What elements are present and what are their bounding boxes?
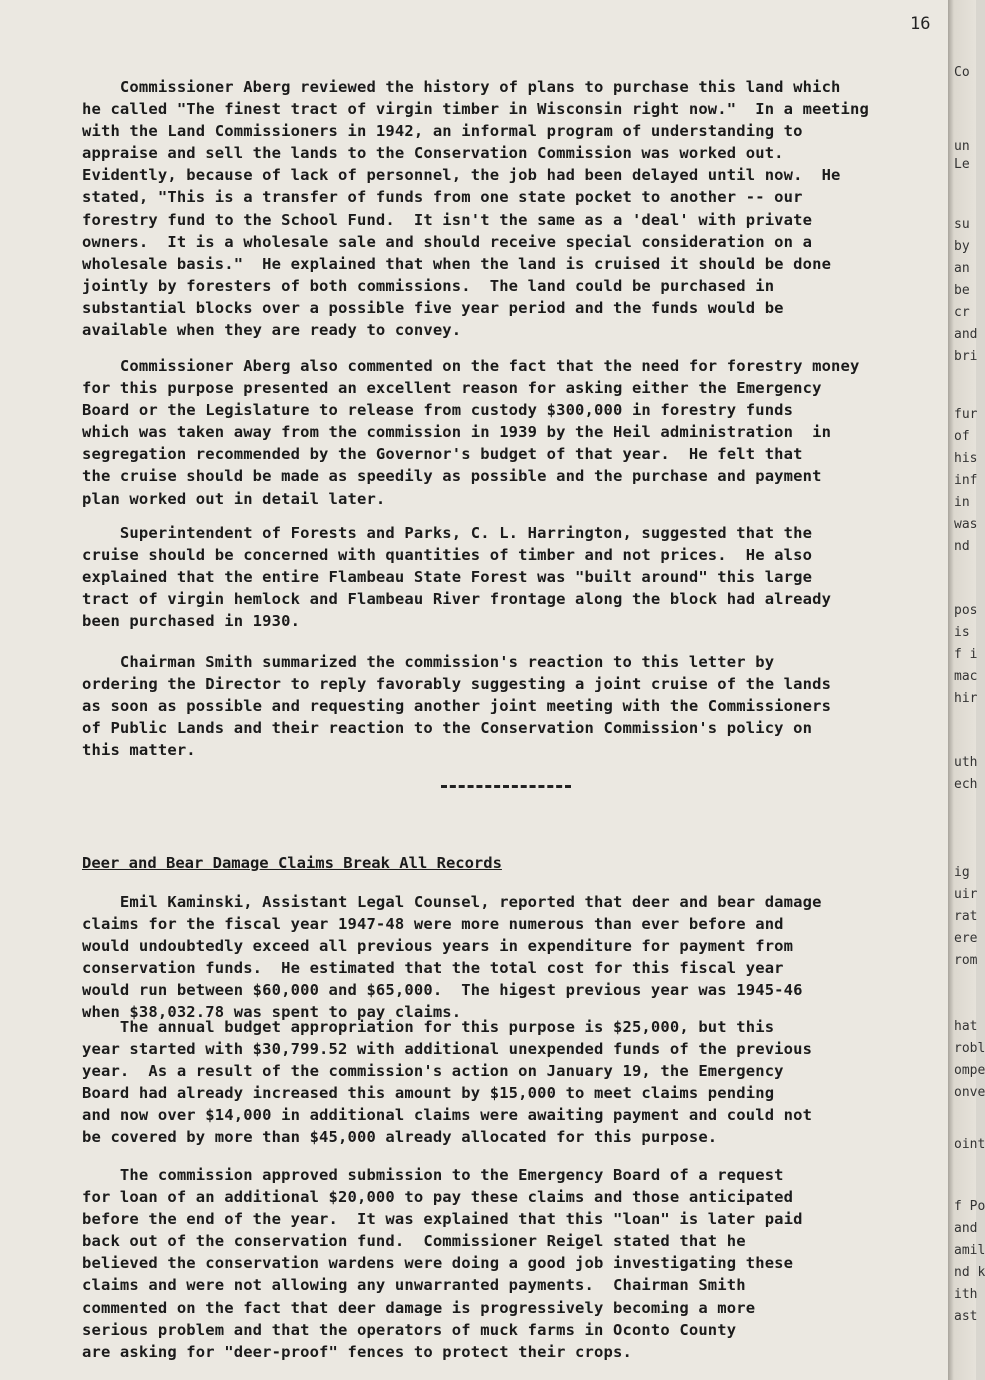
edge-fragment: cr bbox=[954, 305, 970, 320]
section-heading: Deer and Bear Damage Claims Break All Records bbox=[82, 854, 502, 872]
edge-fragment: be bbox=[954, 283, 970, 298]
edge-fragment: by bbox=[954, 239, 970, 254]
adjacent-page-edge bbox=[948, 0, 985, 1380]
edge-fragment: f i bbox=[954, 647, 978, 662]
edge-fragment: ith bbox=[954, 1287, 978, 1302]
edge-fragment: pos bbox=[954, 603, 978, 618]
edge-fragment: ech bbox=[954, 777, 978, 792]
edge-fragment: hat bbox=[954, 1019, 978, 1034]
section-divider bbox=[441, 785, 571, 788]
page-number: 16 bbox=[910, 14, 931, 34]
edge-fragment: Co bbox=[954, 65, 970, 80]
edge-fragment: of bbox=[954, 429, 970, 444]
edge-fragment: bri bbox=[954, 349, 978, 364]
paragraph-harrington: Superintendent of Forests and Parks, C. L. Harrington, suggested that the cruise should be concerned with quantities of timber and not prices. He also explained that the entire Flambeau State Forest was "built around" this large tract of virgin hemlock and Flambeau River frontage along the block had already been purchased in 1930. bbox=[82, 524, 832, 631]
edge-fragment: oint bbox=[954, 1137, 985, 1152]
edge-fragment: inf bbox=[954, 473, 978, 488]
edge-fragment: rom bbox=[954, 953, 978, 968]
edge-fragment: rat bbox=[954, 909, 978, 924]
edge-fragment: su bbox=[954, 217, 970, 232]
edge-fragment: Le bbox=[954, 157, 970, 172]
edge-fragment: and bbox=[954, 327, 978, 342]
edge-fragment: robl bbox=[954, 1041, 985, 1056]
edge-fragment: onve bbox=[954, 1085, 985, 1100]
edge-fragment: uth bbox=[954, 755, 978, 770]
edge-fragment: hir bbox=[954, 691, 978, 706]
edge-fragment: un bbox=[954, 139, 970, 154]
edge-fragment: f Po bbox=[954, 1199, 985, 1214]
edge-fragment: in bbox=[954, 495, 970, 510]
edge-fragment: ompe bbox=[954, 1063, 985, 1078]
paragraph-smith-summary: Chairman Smith summarized the commission's reaction to this letter by ordering the Director to reply favorably suggesting a joint cruise of the lands as soon as possible and requesting another joint meeting with the Commissioners of Public Lands and their reaction to the Conservation Commission's policy on this matter. bbox=[82, 653, 832, 760]
edge-fragment: uir bbox=[954, 887, 978, 902]
edge-fragment: and bbox=[954, 1221, 978, 1236]
paragraph-aberg-forestry-money: Commissioner Aberg also commented on the fact that the need for forestry money for this purpose presented an excellent reason for asking either the Emergency Board or the Legislature to release from custody $300,000 in forestry funds which was taken away from the commission in 1939 by the Heil administration in segregation recommended by the Governor's budget of that year. He felt that the cruise should be made as speedily as possible and the purchase and payment plan worked out in detail later. bbox=[82, 357, 860, 508]
edge-fragment: amil bbox=[954, 1243, 985, 1258]
edge-fragment: fur bbox=[954, 407, 978, 422]
edge-fragment: ast bbox=[954, 1309, 978, 1324]
edge-fragment: mac bbox=[954, 669, 978, 684]
edge-fragment: his bbox=[954, 451, 978, 466]
paragraph-kaminski-report: Emil Kaminski, Assistant Legal Counsel, reported that deer and bear damage claims for the fiscal year 1947-48 were more numerous than ever before and would undoubtedly exceed all previous years in expenditure for payment from conservation funds. He estimated that the total cost for this fiscal year would run between $60,000 and $65,000. The higest previous year was 1945-46 when $38,032.78 was spent to pay claims. bbox=[82, 893, 822, 1022]
edge-fragment: ere bbox=[954, 931, 978, 946]
edge-fragment: nd k bbox=[954, 1265, 985, 1280]
paragraph-budget-appropriation: The annual budget appropriation for this purpose is $25,000, but this year started with $30,799.52 with additional unexpended funds of the previous year. As a result of the commission's action on January 19, the Emergency Board had already increased this amount by $15,000 to meet claims pending and now over $14,000 in additional claims were awaiting payment and could not be covered by more than $45,000 already allocated for this purpose. bbox=[82, 1018, 813, 1147]
paragraph-aberg-review: Commissioner Aberg reviewed the history of plans to purchase this land which he called "The finest tract of virgin timber in Wisconsin right now." In a meeting with the Land Commissioners in 1942, an informal program of understanding to appraise and sell the lands to the Conservation Commission was worked out. Evidently, because of lack of personnel, the job had been delayed until now. He stated, "This is a transfer of funds from one state pocket to another -- our forestry fund to the School Fund. It isn't the same as a 'deal' with private owners. It is a wholesale sale and should receive special consideration on a wholesale basis." He explained that when the land is cruised it should be done jointly by foresters of both commissions. The land could be purchased in substantial blocks over a possible five year period and the funds would be available when they are ready to convey. bbox=[82, 78, 869, 340]
edge-fragment: an bbox=[954, 261, 970, 276]
edge-fragment: was bbox=[954, 517, 978, 532]
edge-fragment: ig bbox=[954, 865, 970, 880]
edge-fragment: is bbox=[954, 625, 970, 640]
paragraph-emergency-loan: The commission approved submission to the Emergency Board of a request for loan of an additional $20,000 to pay these claims and those anticipated before the end of the year. It was explained that this "loan" is later paid back out of the conservation fund. Commissioner Reigel stated that he believed the conservation wardens were doing a good job investigating these claims and were not allowing any unwarranted payments. Chairman Smith commented on the fact that deer damage is progressively becoming a more serious problem and that the operators of muck farms in Oconto County are asking for "deer-proof" fences to protect their crops. bbox=[82, 1166, 803, 1361]
edge-fragment: nd bbox=[954, 539, 970, 554]
